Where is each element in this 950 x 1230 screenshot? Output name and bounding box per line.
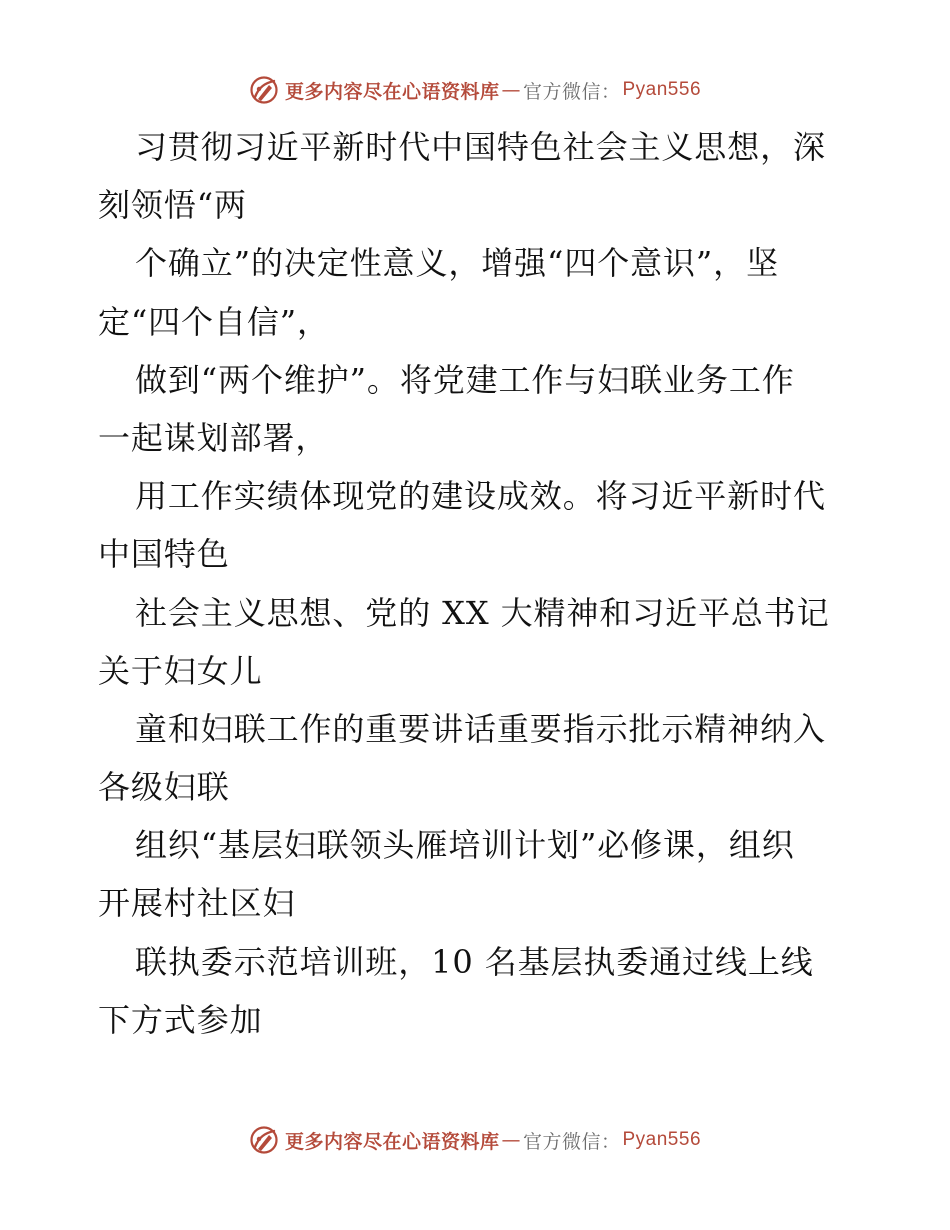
text-line: 童和妇联工作的重要讲话重要指示批示精神纳入	[135, 709, 826, 748]
header-watermark-banner	[0, 70, 950, 110]
text-line: 一起谋划部署，	[98, 418, 329, 457]
banner-site-name: 更多内容尽在心语资料库	[284, 80, 500, 103]
text-line: 刻领悟“两	[98, 186, 247, 225]
text-line: 组织“基层妇联领头雁培训计划”必修课，组织	[135, 826, 795, 865]
banner-official-label: 官方微信：	[522, 80, 621, 103]
document-body	[98, 118, 858, 1049]
text-line: 中国特色	[98, 535, 230, 574]
text-line: 个确立”的决定性意义，增强“四个意识”，坚	[135, 244, 779, 283]
banner-separator: —	[501, 1129, 521, 1151]
text-line: 关于妇女儿	[98, 651, 263, 690]
banner-separator: —	[501, 79, 521, 101]
text-line: 用工作实绩体现党的建设成效。将习近平新时代	[135, 477, 826, 516]
pen-seal-logo-icon	[249, 1125, 279, 1155]
banner-wechat-id: Pyan556	[622, 79, 702, 100]
text-line: 做到“两个维护”。将党建工作与妇联业务工作	[135, 360, 795, 399]
text-line: 联执委示范培训班，10 名基层执委通过线上线	[135, 942, 814, 981]
text-line: 定“四个自信”，	[98, 302, 330, 341]
text-line: 各级妇联	[98, 768, 230, 807]
pen-seal-logo-icon	[249, 75, 279, 105]
text-line: 习贯彻习近平新时代中国特色社会主义思想，深	[135, 128, 826, 166]
banner-wechat-id: Pyan556	[622, 1129, 702, 1150]
text-line: 社会主义思想、党的 XX 大精神和习近平总书记	[135, 593, 830, 632]
text-line: 下方式参加	[98, 1000, 263, 1039]
footer-watermark-banner	[0, 1120, 950, 1160]
text-line: 开展村社区妇	[98, 884, 296, 923]
banner-official-label: 官方微信：	[522, 1130, 621, 1153]
banner-site-name: 更多内容尽在心语资料库	[284, 1130, 500, 1153]
